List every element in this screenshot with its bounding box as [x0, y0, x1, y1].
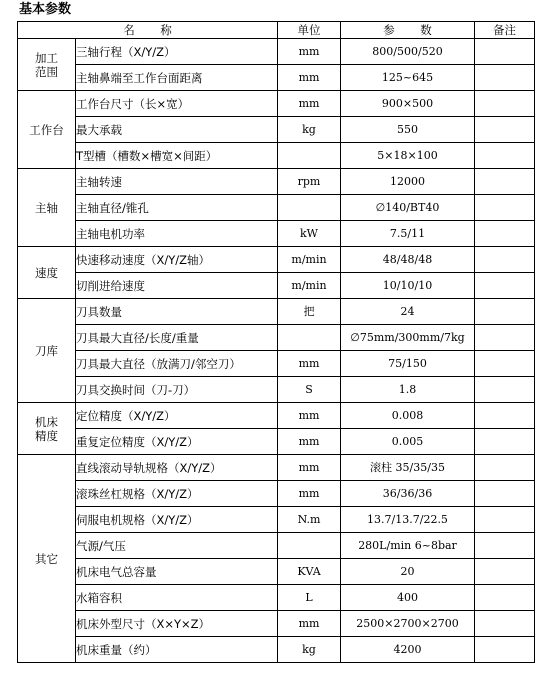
param-unit: m/min — [278, 247, 341, 273]
table-row — [18, 533, 535, 559]
param-value: 滚柱 35/35/35 — [341, 455, 475, 481]
param-name: 主轴直径/锥孔 — [76, 195, 278, 221]
param-value: 13.7/13.7/22.5 — [341, 507, 475, 533]
group-label-text: 机床 精度 — [35, 414, 58, 443]
param-value: 20 — [341, 559, 475, 585]
param-unit: rpm — [278, 169, 341, 195]
param-note — [475, 455, 535, 481]
table-row — [18, 221, 535, 247]
param-name: 主轴转速 — [76, 169, 278, 195]
param-unit: KVA — [278, 559, 341, 585]
param-value: 10/10/10 — [341, 273, 475, 299]
param-unit: N.m — [278, 507, 341, 533]
param-note — [475, 221, 535, 247]
group-label-text: 加工 范围 — [35, 50, 58, 79]
param-unit: m/min — [278, 273, 341, 299]
param-value: 4200 — [341, 637, 475, 663]
param-value: 24 — [341, 299, 475, 325]
param-value: 0.005 — [341, 429, 475, 455]
param-name: 重复定位精度（X/Y/Z） — [76, 429, 278, 455]
param-name: 刀具交换时间（刀-刀） — [76, 377, 278, 403]
param-name: 滚珠丝杠规格（X/Y/Z） — [76, 481, 278, 507]
param-unit: kg — [278, 637, 341, 663]
param-name: 伺服电机规格（X/Y/Z） — [76, 507, 278, 533]
table-row — [18, 585, 535, 611]
header-name: 名 称 — [18, 22, 278, 39]
param-value: 1.8 — [341, 377, 475, 403]
header-note: 备注 — [475, 22, 535, 39]
param-note — [475, 611, 535, 637]
table-row — [18, 273, 535, 299]
param-unit: mm — [278, 351, 341, 377]
table-row — [18, 143, 535, 169]
table-row — [18, 455, 535, 481]
table-row — [18, 403, 535, 429]
param-name: 快速移动速度（X/Y/Z轴） — [76, 247, 278, 273]
param-note — [475, 169, 535, 195]
param-note — [475, 143, 535, 169]
group-label-text: 主轴 — [35, 200, 58, 215]
param-unit — [278, 533, 341, 559]
param-value: 280L/min 6~8bar — [341, 533, 475, 559]
param-name: 直线滚动导轨规格（X/Y/Z） — [76, 455, 278, 481]
table-row — [18, 195, 535, 221]
group-label-text: 工作台 — [29, 122, 64, 137]
param-name: 刀具最大直径（放满刀/邻空刀） — [76, 351, 278, 377]
param-name: 三轴行程（X/Y/Z） — [76, 39, 278, 65]
param-name: 水箱容积 — [76, 585, 278, 611]
param-note — [475, 91, 535, 117]
param-name: 机床外型尺寸（X×Y×Z） — [76, 611, 278, 637]
table-row — [18, 65, 535, 91]
param-note — [475, 403, 535, 429]
table-row — [18, 325, 535, 351]
table-row — [18, 169, 535, 195]
param-note — [475, 507, 535, 533]
param-note — [475, 325, 535, 351]
param-name: 主轴电机功率 — [76, 221, 278, 247]
param-note — [475, 247, 535, 273]
group-label — [18, 91, 76, 169]
table-row — [18, 351, 535, 377]
param-name: 工作台尺寸（长×宽） — [76, 91, 278, 117]
header-value: 参 数 — [341, 22, 475, 39]
header-unit: 单位 — [278, 22, 341, 39]
page-title: 基本参数 — [19, 2, 72, 17]
param-unit: kg — [278, 117, 341, 143]
param-name: 主轴鼻端至工作台面距离 — [76, 65, 278, 91]
param-note — [475, 65, 535, 91]
param-value: 550 — [341, 117, 475, 143]
table-row — [18, 299, 535, 325]
table-row — [18, 611, 535, 637]
param-value: 7.5/11 — [341, 221, 475, 247]
param-name: T型槽（槽数×槽宽×间距） — [76, 143, 278, 169]
param-note — [475, 429, 535, 455]
param-value: 5×18×100 — [341, 143, 475, 169]
param-note — [475, 39, 535, 65]
group-label-text: 刀库 — [35, 343, 58, 358]
group-label — [18, 299, 76, 403]
param-name: 刀具数量 — [76, 299, 278, 325]
param-name: 最大承载 — [76, 117, 278, 143]
param-value: 0.008 — [341, 403, 475, 429]
param-value: ∅140/BT40 — [341, 195, 475, 221]
param-value: 400 — [341, 585, 475, 611]
table-row — [18, 559, 535, 585]
table-header-row — [18, 22, 535, 39]
table-row — [18, 247, 535, 273]
param-name: 机床电气总容量 — [76, 559, 278, 585]
param-note — [475, 377, 535, 403]
table-row — [18, 117, 535, 143]
parameter-table — [17, 21, 535, 663]
param-value: 125~645 — [341, 65, 475, 91]
param-unit — [278, 143, 341, 169]
param-name: 气源/气压 — [76, 533, 278, 559]
param-unit: mm — [278, 481, 341, 507]
param-note — [475, 299, 535, 325]
table-row — [18, 637, 535, 663]
param-value: 2500×2700×2700 — [341, 611, 475, 637]
param-name: 切削进给速度 — [76, 273, 278, 299]
param-note — [475, 585, 535, 611]
group-label — [18, 403, 76, 455]
table-row — [18, 91, 535, 117]
table-row — [18, 507, 535, 533]
group-label-text: 速度 — [35, 265, 58, 280]
table-row — [18, 377, 535, 403]
param-note — [475, 351, 535, 377]
param-unit: mm — [278, 455, 341, 481]
param-note — [475, 195, 535, 221]
group-label — [18, 455, 76, 663]
param-unit: mm — [278, 65, 341, 91]
param-value: 800/500/520 — [341, 39, 475, 65]
param-unit: L — [278, 585, 341, 611]
param-unit: mm — [278, 91, 341, 117]
param-value: ∅75mm/300mm/7kg — [341, 325, 475, 351]
param-note — [475, 273, 535, 299]
param-name: 机床重量（约） — [76, 637, 278, 663]
param-note — [475, 117, 535, 143]
param-name: 定位精度（X/Y/Z） — [76, 403, 278, 429]
param-unit — [278, 325, 341, 351]
param-unit: kW — [278, 221, 341, 247]
param-value: 75/150 — [341, 351, 475, 377]
param-note — [475, 533, 535, 559]
group-label — [18, 39, 76, 91]
table-row — [18, 429, 535, 455]
param-value: 36/36/36 — [341, 481, 475, 507]
param-name: 刀具最大直径/长度/重量 — [76, 325, 278, 351]
param-unit: S — [278, 377, 341, 403]
param-note — [475, 481, 535, 507]
param-unit: mm — [278, 429, 341, 455]
table-row — [18, 39, 535, 65]
param-unit — [278, 195, 341, 221]
param-value: 48/48/48 — [341, 247, 475, 273]
param-unit: mm — [278, 611, 341, 637]
param-note — [475, 559, 535, 585]
param-value: 12000 — [341, 169, 475, 195]
param-unit: mm — [278, 403, 341, 429]
group-label — [18, 247, 76, 299]
group-label — [18, 169, 76, 247]
group-label-text: 其它 — [35, 551, 58, 566]
param-unit: mm — [278, 39, 341, 65]
table-row — [18, 481, 535, 507]
param-value: 900×500 — [341, 91, 475, 117]
param-unit: 把 — [278, 299, 341, 325]
param-note — [475, 637, 535, 663]
